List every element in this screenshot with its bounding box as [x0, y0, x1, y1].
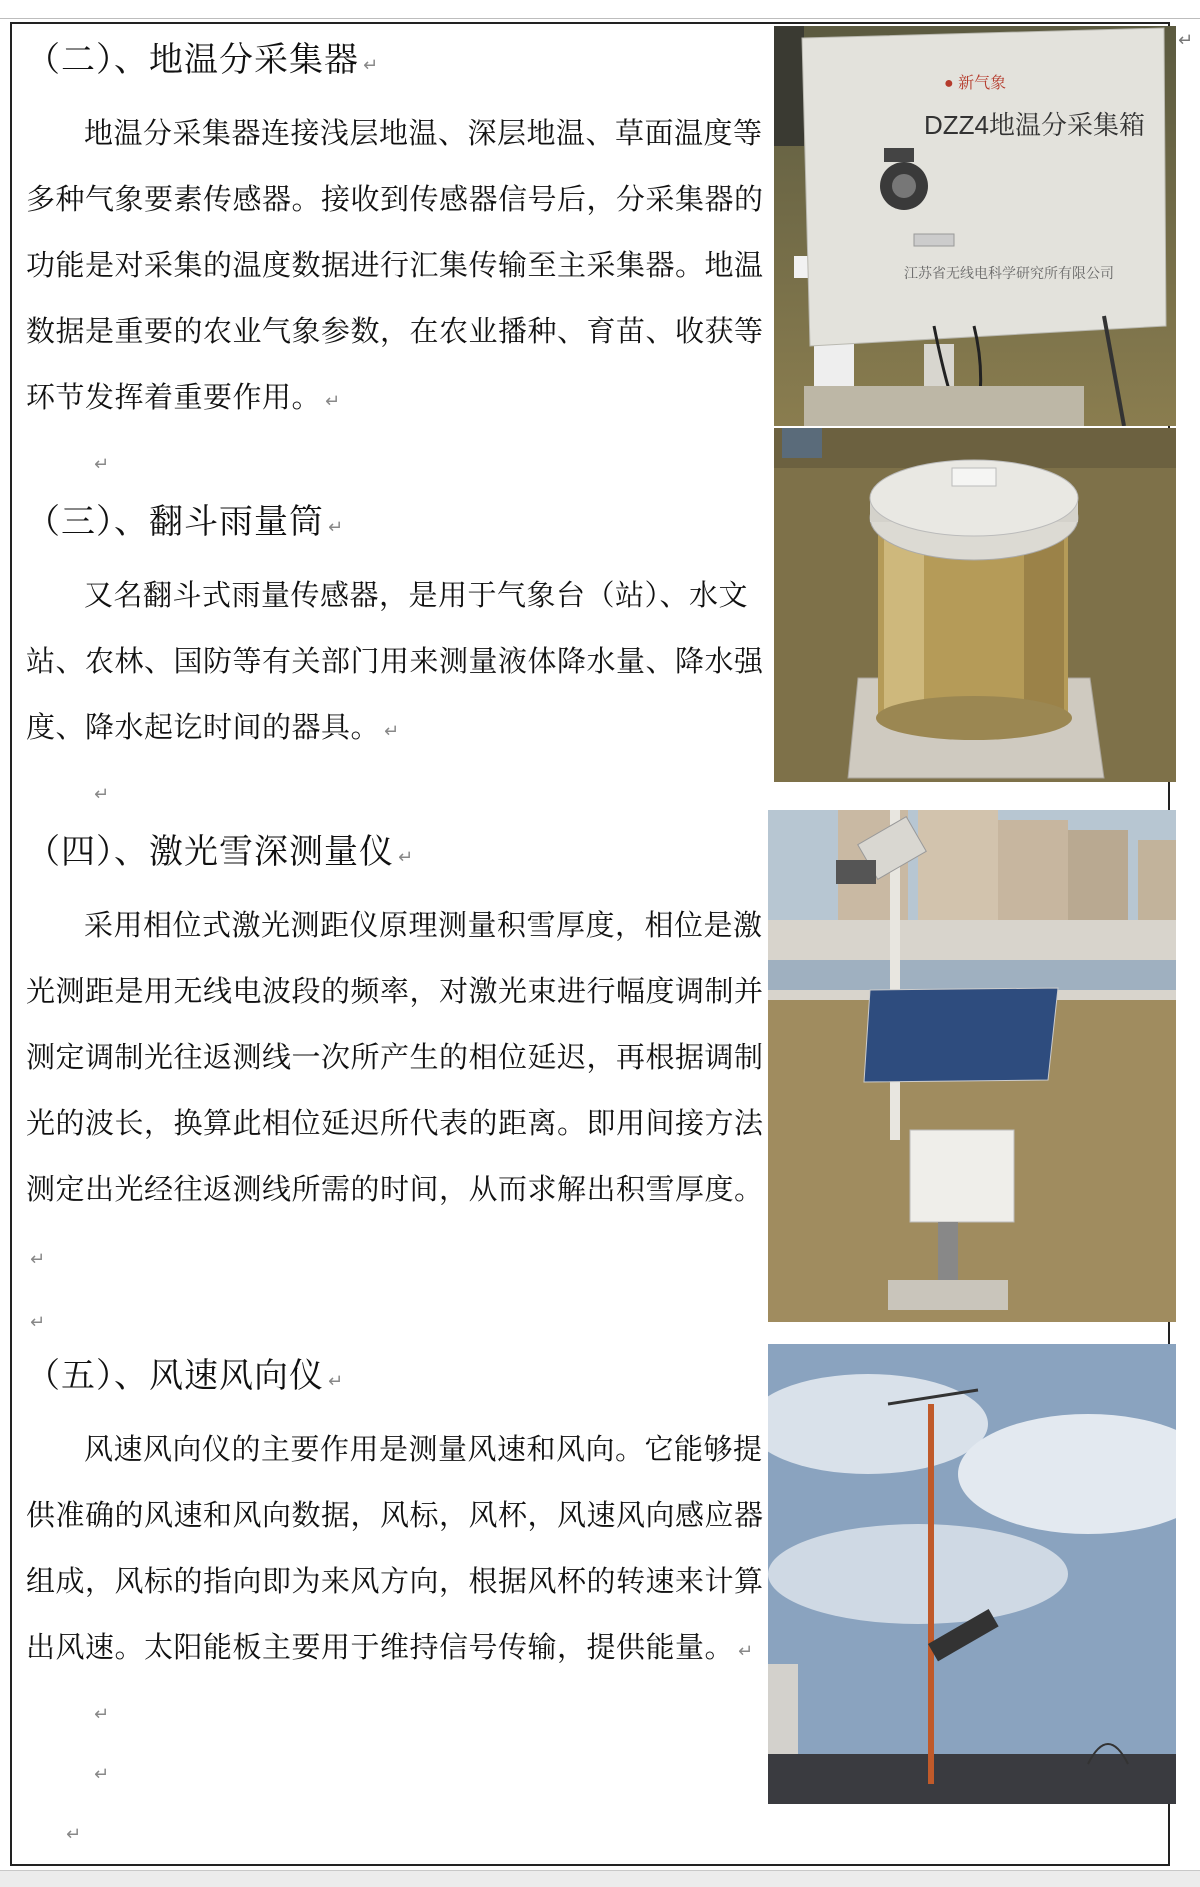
section-heading: （五）、风速风向仪 ↵ [26, 1356, 345, 1396]
section-paragraph: 风速风向仪的主要作用是测量风速和风向。它能够提供准确的风速和风向数据，风标，风杯，风速风向感应器组成，风标的指向即为来风方向，根据风杯的转速来计算出风速。太阳能板主要用于维持信号传输，提供能量。 ↵ [26, 1432, 764, 1664]
photo-illustration [768, 810, 1176, 1322]
cell-end-mark: ↵ [1178, 30, 1194, 51]
company-label: 江苏省无线电科学研究所有限公司 [904, 265, 1114, 281]
photo-illustration [774, 26, 1176, 426]
section-soil-temperature [26, 40, 766, 495]
empty-paragraph: ↵ [94, 784, 110, 805]
document-table [10, 22, 1170, 1866]
section-paragraph: 地温分采集器连接浅层地温、深层地温、草面温度等多种气象要素传感器。接收到传感器信号后，分采集器的功能是对采集的温度数据进行汇集传输至主采集器。地温数据是重要的农业气象参数，在农业播种、育苗、收获等环节发挥着重要作用。 ↵ [26, 116, 764, 414]
empty-paragraph: ↵ [94, 1704, 110, 1725]
photo-illustration [768, 1344, 1176, 1804]
section-heading: （三）、翻斗雨量筒 ↵ [26, 502, 345, 542]
empty-paragraph: ↵ [66, 1824, 82, 1845]
wind-speed-direction-mast-photo [768, 1344, 1176, 1804]
soil-temperature-collector-box-photo [774, 26, 1176, 426]
section-paragraph: 采用相位式激光测距仪原理测量积雪厚度，相位是激光测距是用无线电波段的频率，对激光束进行幅度调制并测定调制光往返测线一次所产生的相位延迟，再根据调制光的波长，换算此相位延迟所代表的距离。即用间接方法测定出光经往返测线所需的时间，从而求解出积雪厚度。↵ [26, 908, 764, 1270]
empty-paragraph: ↵ [30, 1312, 46, 1333]
section-laser-snow-depth [26, 832, 766, 1353]
section-rain-gauge [26, 502, 766, 825]
section-heading: （二）、地温分采集器 ↵ [26, 40, 380, 80]
ruler-strip [0, 0, 1200, 19]
box-label: DZZ4地温分采集箱 [924, 110, 1146, 140]
empty-paragraph: ↵ [94, 1764, 110, 1785]
section-heading: （四）、激光雪深测量仪 ↵ [26, 832, 415, 872]
svg-text:● 新气象: ● 新气象 [944, 75, 1007, 92]
status-strip [0, 1870, 1200, 1887]
section-paragraph: 又名翻斗式雨量传感器，是用于气象台（站）、水文站、农林、国防等有关部门用来测量液体降水量、降水强度、降水起讫时间的器具。 ↵ [26, 578, 764, 744]
photo-illustration [774, 428, 1176, 782]
tipping-bucket-rain-gauge-photo [774, 428, 1176, 782]
laser-snow-depth-sensor-photo [768, 810, 1176, 1322]
section-wind-sensor [26, 1356, 766, 1865]
empty-paragraph: ↵ [94, 454, 110, 475]
